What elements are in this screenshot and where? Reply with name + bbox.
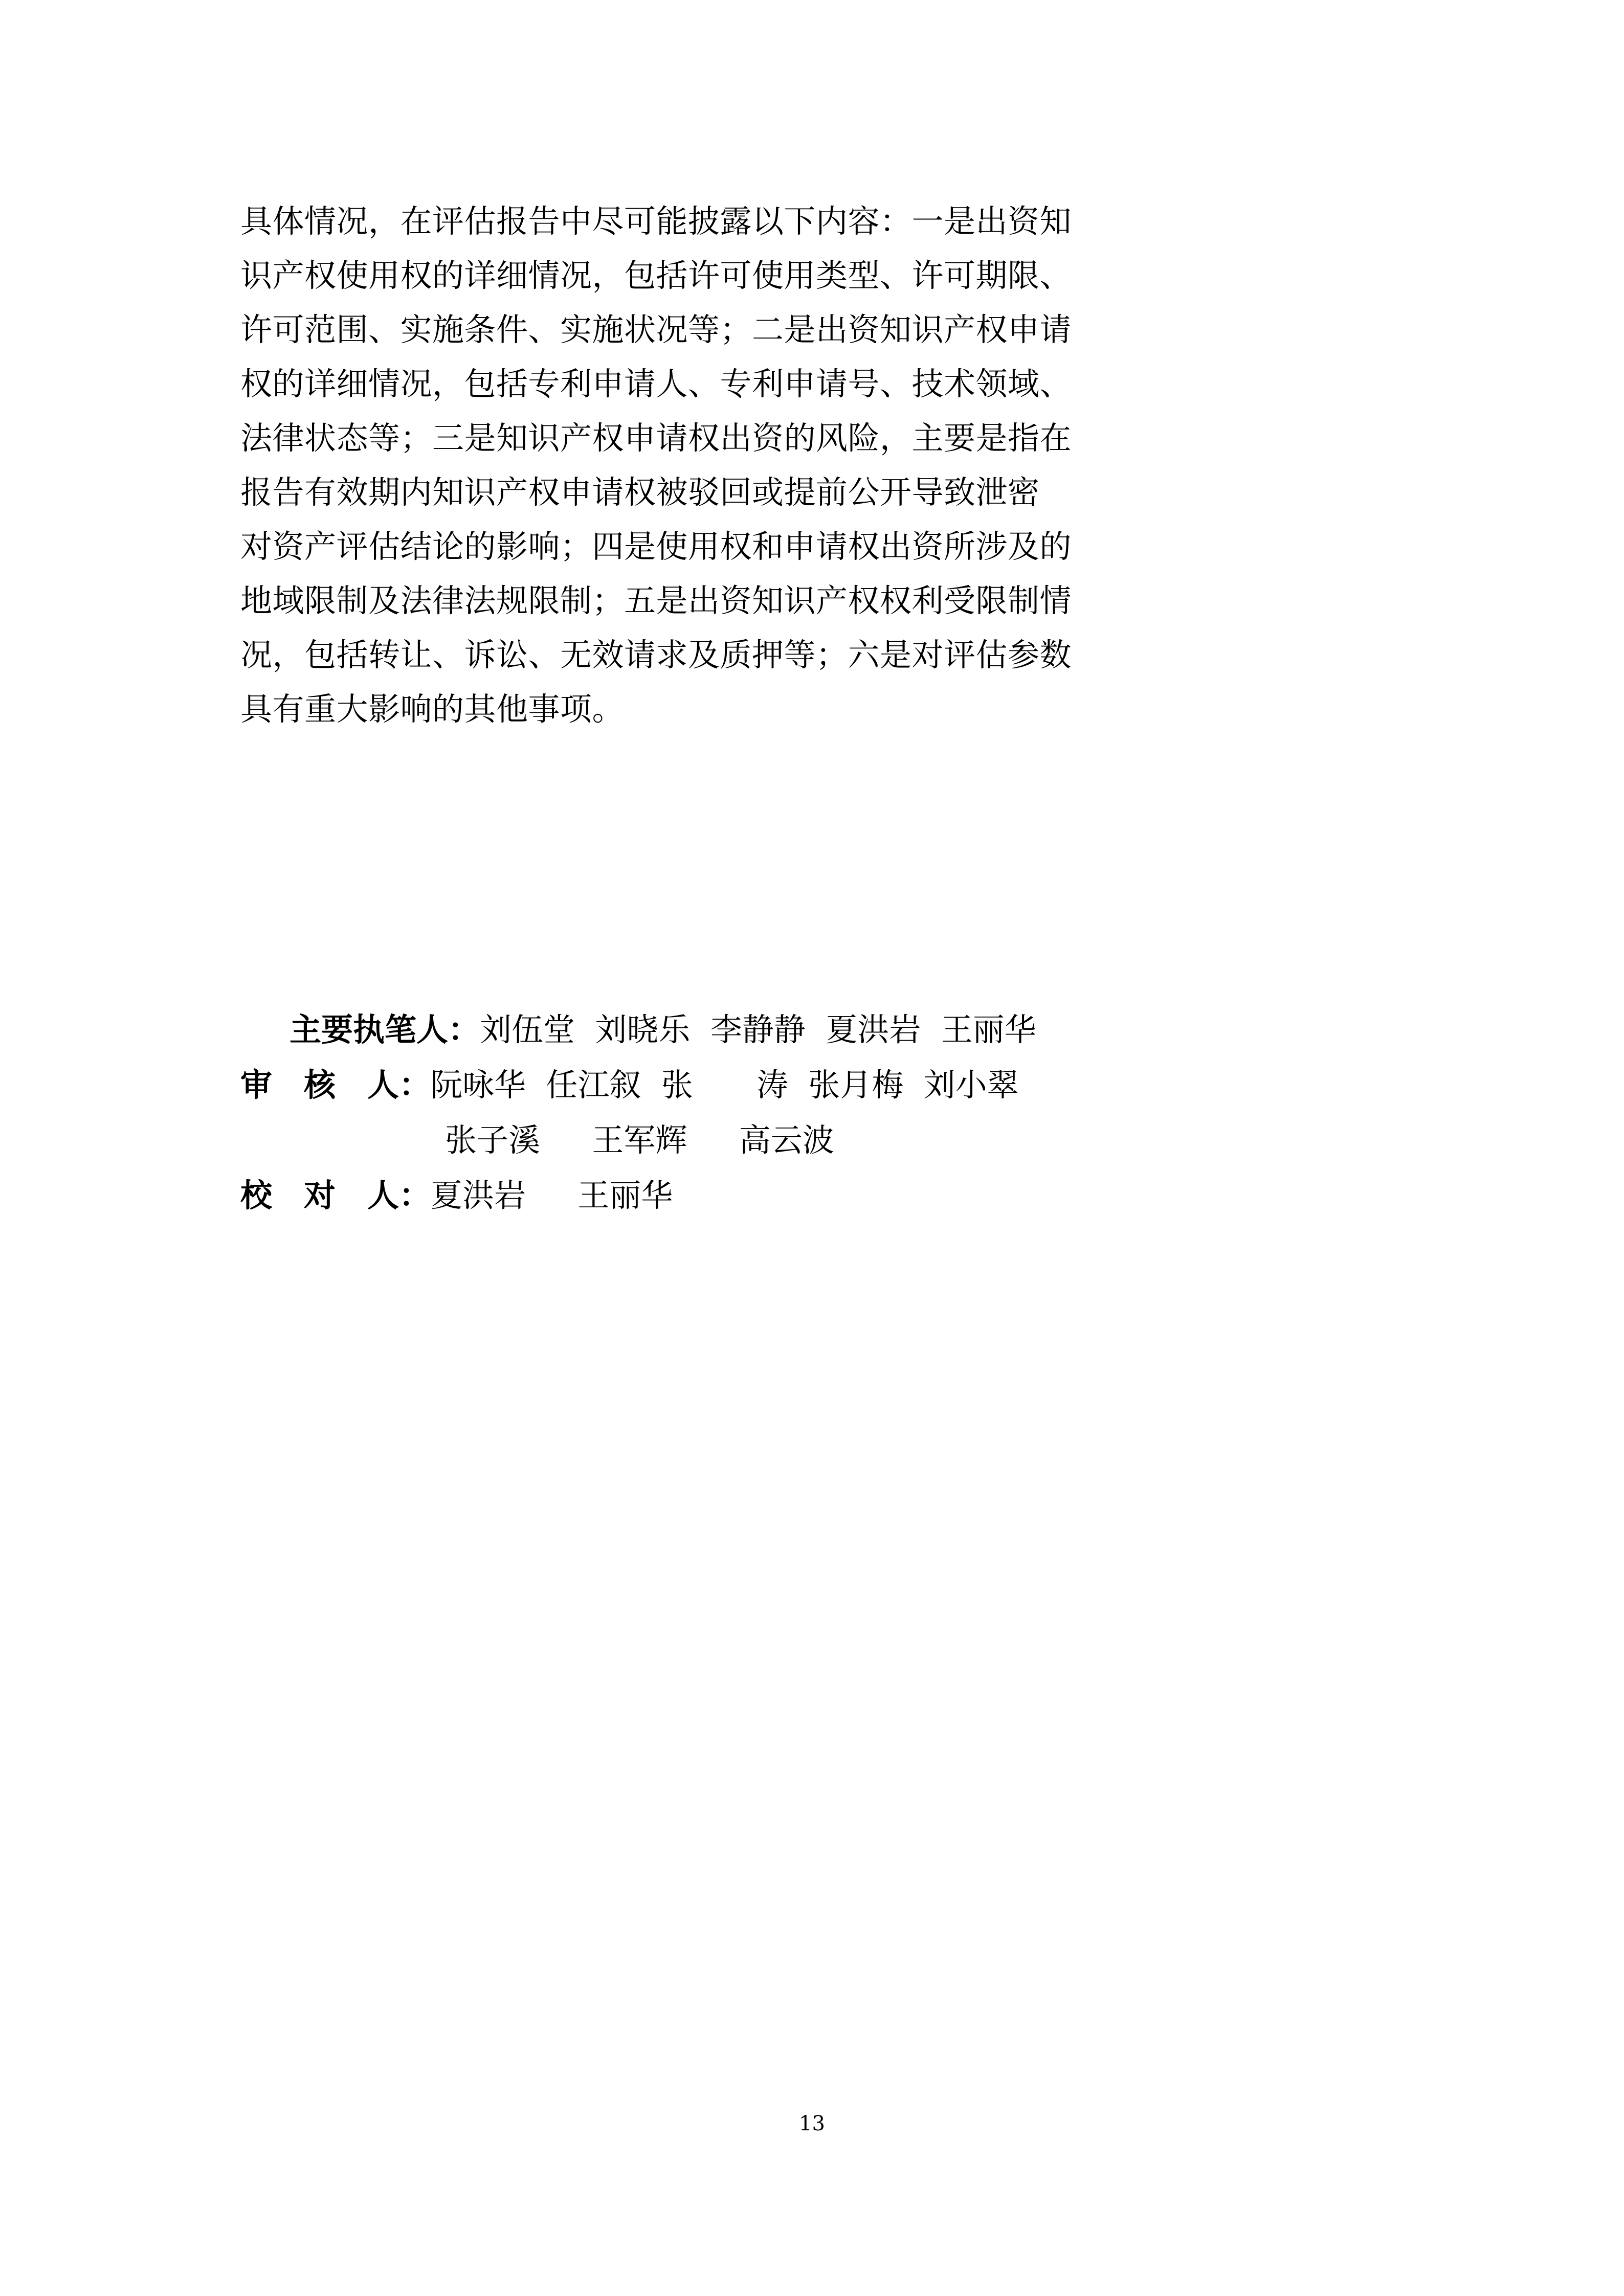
paragraph-line: 对资产评估结论的影响；四是使用权和申请权出资所涉及的 (240, 528, 1072, 565)
signoff-names: 阮咏华 任江叙 张 涛 张月梅 刘小翠 (431, 1066, 1019, 1104)
signoff-row-authors (240, 1002, 1391, 1057)
paragraph-line: 权的详细情况，包括专利申请人、专利申请号、技术领域、 (240, 365, 1072, 402)
paragraph-line: 况，包括转让、诉讼、无效请求及质押等；六是对评估参数 (240, 636, 1072, 673)
signoff-names: 张子溪 王军辉 高云波 (445, 1121, 834, 1159)
signoff-label: 审 核 人： (240, 1066, 431, 1104)
paragraph-line: 报告有效期内知识产权申请权被驳回或提前公开导致泄密 (240, 474, 1040, 511)
paragraph-line: 地域限制及法律法规限制；五是出资知识产权权利受限制情 (240, 582, 1072, 619)
signoff-row-reviewers (240, 1057, 1391, 1113)
paragraph-line: 具体情况，在评估报告中尽可能披露以下内容：一是出资知 (240, 202, 1072, 240)
paragraph-line: 许可范围、实施条件、实施状况等；二是出资知识产权申请 (240, 311, 1072, 348)
paragraph-line: 识产权使用权的详细情况，包括许可使用类型、许可期限、 (240, 257, 1072, 294)
signoff-names: 刘伍堂 刘晓乐 李静静 夏洪岩 王丽华 (480, 1011, 1036, 1048)
signoff-label: 主要执笔人： (290, 1011, 480, 1048)
page-number: 13 (799, 2112, 825, 2135)
paragraph-line: 法律状态等；三是知识产权申请权出资的风险，主要是指在 (240, 419, 1072, 457)
signoff-names: 夏洪岩 王丽华 (431, 1177, 673, 1214)
signoff-block (240, 1002, 1391, 1223)
paragraph (240, 194, 1391, 736)
signoff-row-proofreaders (240, 1168, 1391, 1223)
paragraph-line: 具有重大影响的其他事项。 (240, 690, 625, 728)
signoff-label: 校 对 人： (240, 1177, 431, 1214)
signoff-row-reviewers-cont (240, 1113, 1391, 1168)
body-text-block (240, 194, 1391, 736)
